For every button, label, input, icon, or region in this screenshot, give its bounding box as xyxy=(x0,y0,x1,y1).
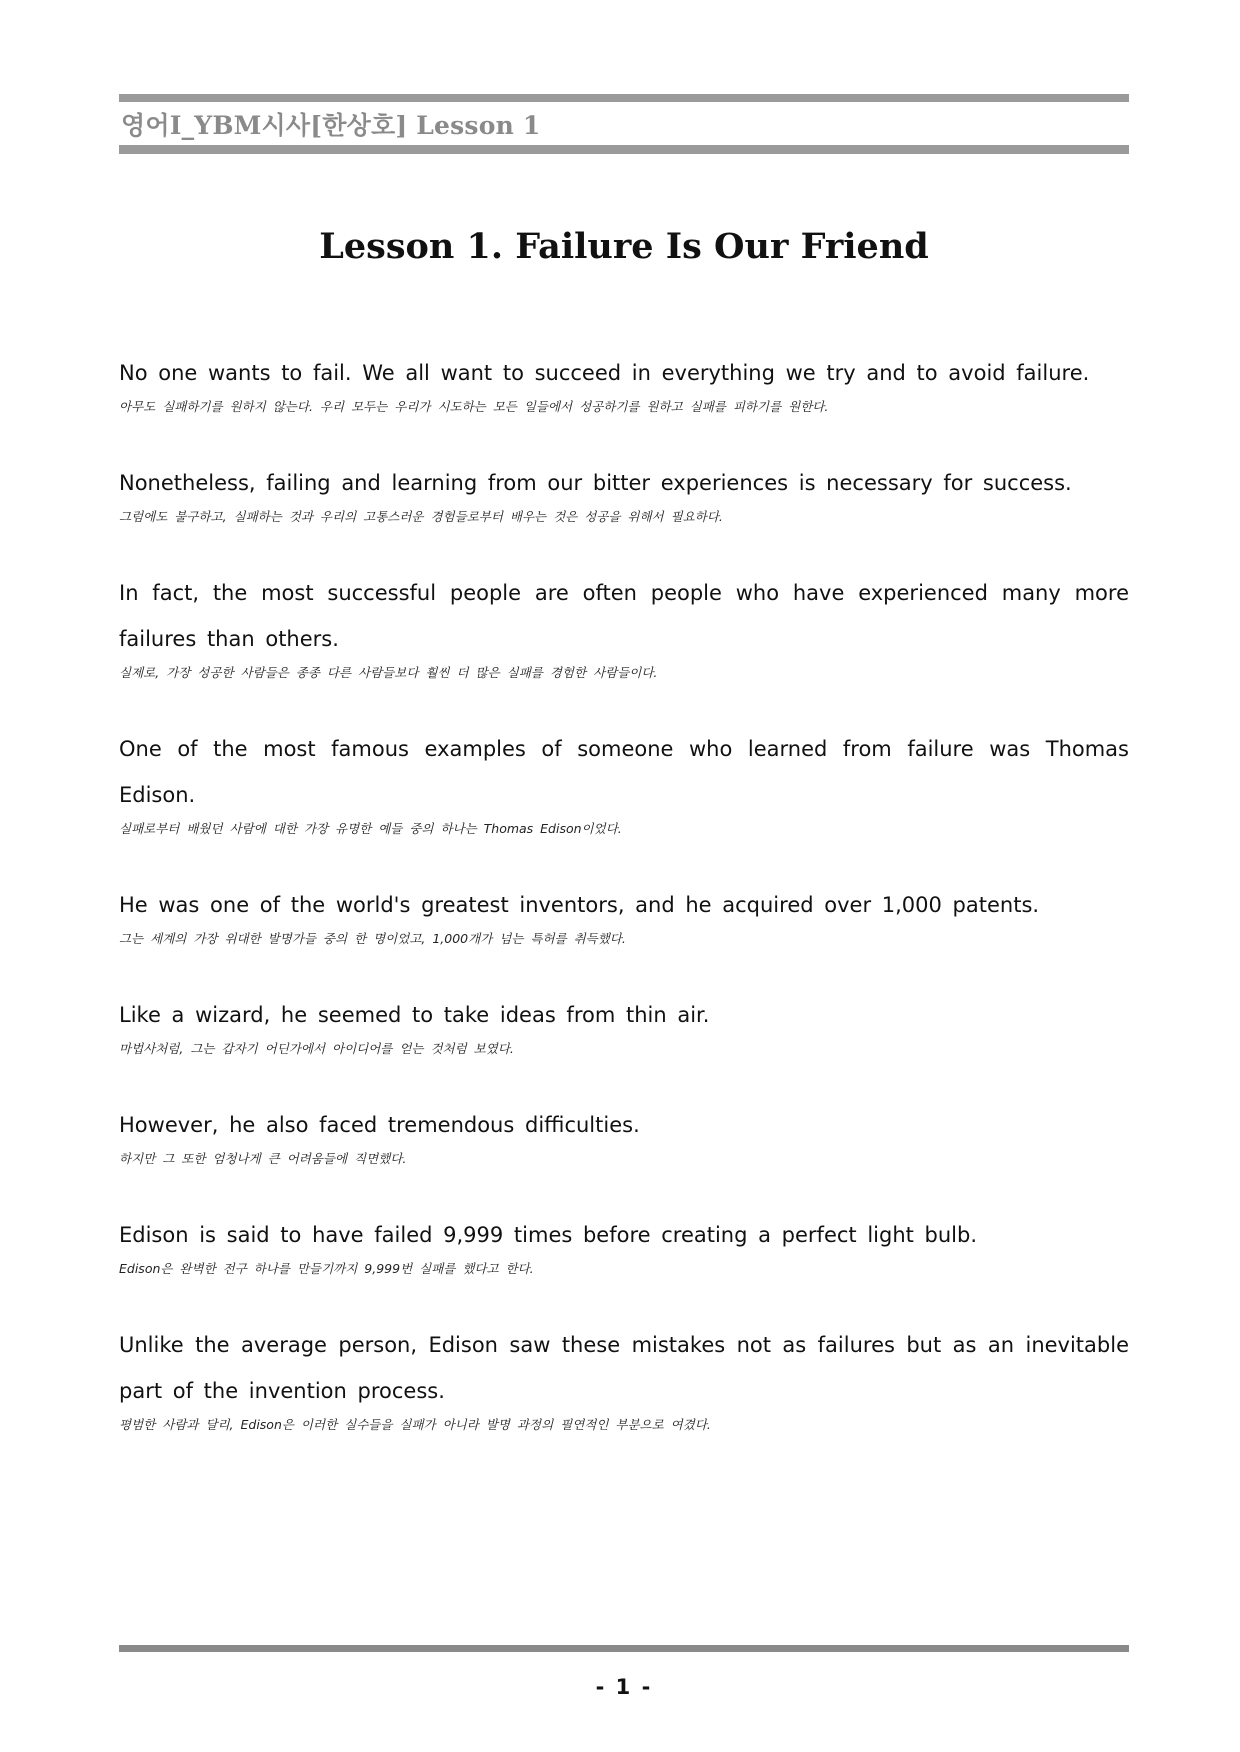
korean-translation: 실제로, 가장 성공한 사람들은 종종 다른 사람들보다 훨씬 더 많은 실패를 경험한 사람들이다. xyxy=(119,665,658,680)
korean-translation: 마법사처럼, 그는 갑자기 어딘가에서 아이디어를 얻는 것처럼 보였다. xyxy=(119,1041,514,1056)
korean-translation: 그는 세계의 가장 위대한 발명가들 중의 한 명이었고, 1,000개가 넘는 특허를 취득했다. xyxy=(119,931,626,946)
sentence-pair xyxy=(119,570,1129,684)
english-sentence: Nonetheless, failing and learning from our bitter experiences is necessary for success. xyxy=(119,471,1072,495)
sentence-pair xyxy=(119,1322,1129,1436)
english-sentence: No one wants to fail. We all want to succeed in everything we try and to avoid failure. xyxy=(119,361,1090,385)
sentence-pair xyxy=(119,1212,1129,1280)
english-sentence: Like a wizard, he seemed to take ideas from thin air. xyxy=(119,1003,710,1027)
korean-translation: 평범한 사람과 달리, Edison은 이러한 실수들을 실패가 아니라 발명 과정의 필연적인 부분으로 여겼다. xyxy=(119,1417,711,1432)
sentence-pair xyxy=(119,1102,1129,1170)
lesson-content xyxy=(119,350,1129,1478)
page-number: - 1 - xyxy=(595,1675,653,1699)
lesson-title: Lesson 1. Failure Is Our Friend xyxy=(319,226,929,267)
sentence-pair xyxy=(119,350,1129,418)
sentence-pair xyxy=(119,882,1129,950)
running-header-title: 영어I_YBM시사[한상호] Lesson 1 xyxy=(121,111,541,140)
english-sentence: Edison is said to have failed 9,999 times before creating a perfect light bulb. xyxy=(119,1223,978,1247)
sentence-pair xyxy=(119,460,1129,528)
korean-translation: Edison은 완벽한 전구 하나를 만들기까지 9,999번 실패를 했다고 한다. xyxy=(119,1261,534,1276)
english-sentence: He was one of the world's greatest inventors, and he acquired over 1,000 patents. xyxy=(119,893,1040,917)
english-sentence: One of the most famous examples of someone who learned from failure was Thomas Edison. xyxy=(119,737,1129,807)
header-rule-top xyxy=(119,94,1129,102)
korean-translation: 아무도 실패하기를 원하지 않는다. 우리 모두는 우리가 시도하는 모든 일들에서 성공하기를 원하고 실패를 피하기를 원한다. xyxy=(119,399,829,414)
header-rule-bottom xyxy=(119,145,1129,154)
korean-translation: 실패로부터 배웠던 사람에 대한 가장 유명한 예들 중의 하나는 Thomas Edison이었다. xyxy=(119,821,622,836)
korean-translation: 그럼에도 불구하고, 실패하는 것과 우리의 고통스러운 경험들로부터 배우는 것은 성공을 위해서 필요하다. xyxy=(119,509,723,524)
english-sentence: In fact, the most successful people are often people who have experienced many more failures than others. xyxy=(119,581,1129,651)
english-sentence: Unlike the average person, Edison saw these mistakes not as failures but as an inevitable part of the invention process. xyxy=(119,1333,1129,1403)
footer-rule xyxy=(119,1645,1129,1652)
sentence-pair xyxy=(119,992,1129,1060)
korean-translation: 하지만 그 또한 엄청나게 큰 어려움들에 직면했다. xyxy=(119,1151,407,1166)
sentence-pair xyxy=(119,726,1129,840)
english-sentence: However, he also faced tremendous difficulties. xyxy=(119,1113,640,1137)
